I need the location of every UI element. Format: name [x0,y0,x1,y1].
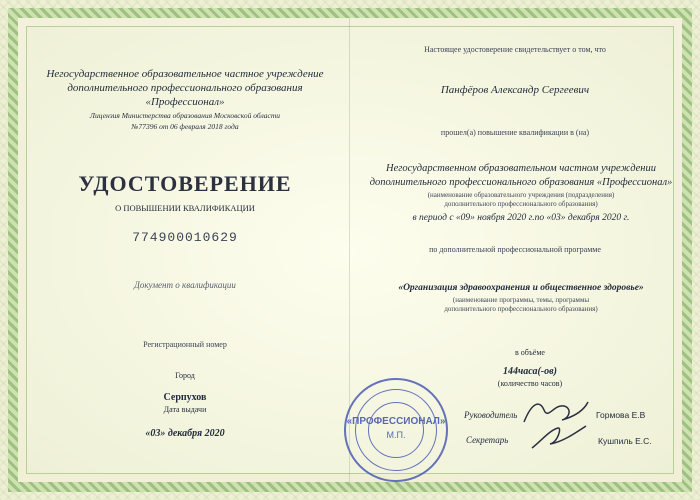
document-subtitle: О ПОВЫШЕНИИ КВАЛИФИКАЦИИ [115,203,255,213]
program-note-1: (наименование программы, темы, программы [452,296,590,304]
issue-date-label: Дата выдачи [163,405,207,414]
stamp-center-text: «ПРОФЕССИОНАЛ» [346,416,446,427]
secretary-signature [528,420,596,454]
document-number: 774900010629 [132,230,238,245]
person-name: Панфёров Александр Сергеевич [440,84,590,96]
city-label: Город [175,371,195,380]
city-value: Серпухов [163,392,207,403]
secretary-name: Кушпиль Е.С. [598,436,652,446]
right-org-line-2: дополнительного профессионального образования «Профессионал» [369,177,673,188]
document-title: УДОСТОВЕРЕНИЕ [78,171,292,196]
head-name: Гормова Е.В [596,410,646,420]
org-line-2: дополнительного профессионального образования [67,82,303,94]
hours-note: (количество часов) [497,379,563,388]
secretary-label: Секретарь [466,435,509,445]
head-label: Руководитель [464,410,518,420]
study-period: в период с «09» ноября 2020 г.по «03» декабря 2020 г. [412,213,630,223]
issue-date-value: «03» декабря 2020 [145,428,225,439]
right-org-note-1: (наименование образовательного учреждения (подразделения) [427,191,615,199]
program-name: «Организация здравоохранения и общественное здоровье» [398,283,644,293]
org-line-3: «Профессионал» [145,96,225,108]
right-org-note-2: дополнительного профессионального образования) [444,200,598,208]
hours-value: 144часа(-ов) [503,366,557,377]
volume-label: в объёме [515,348,545,357]
org-line-1: Негосударственное образовательное частное учреждение [46,68,324,80]
stamp-seal [344,378,448,482]
intro-text: Настоящее удостоверение свидетельствует о том, что [424,45,606,54]
program-label: по дополнительной профессиональной программе [429,245,601,254]
stamp-mp-text: М.П. [386,430,406,440]
license-line-1: Лицензия Министерства образования Московской области [89,111,281,120]
right-org-line-1: Негосударственном образовательном частном учреждении [385,163,657,174]
registration-label: Регистрационный номер [143,340,227,349]
program-note-2: дополнительного профессионального образования) [444,305,598,313]
license-line-2: №77396 от 06 февраля 2018 года [131,122,239,131]
document-kind: Документ о квалификации [134,280,236,290]
passed-text: прошел(а) повышение квалификации в (на) [440,128,590,137]
